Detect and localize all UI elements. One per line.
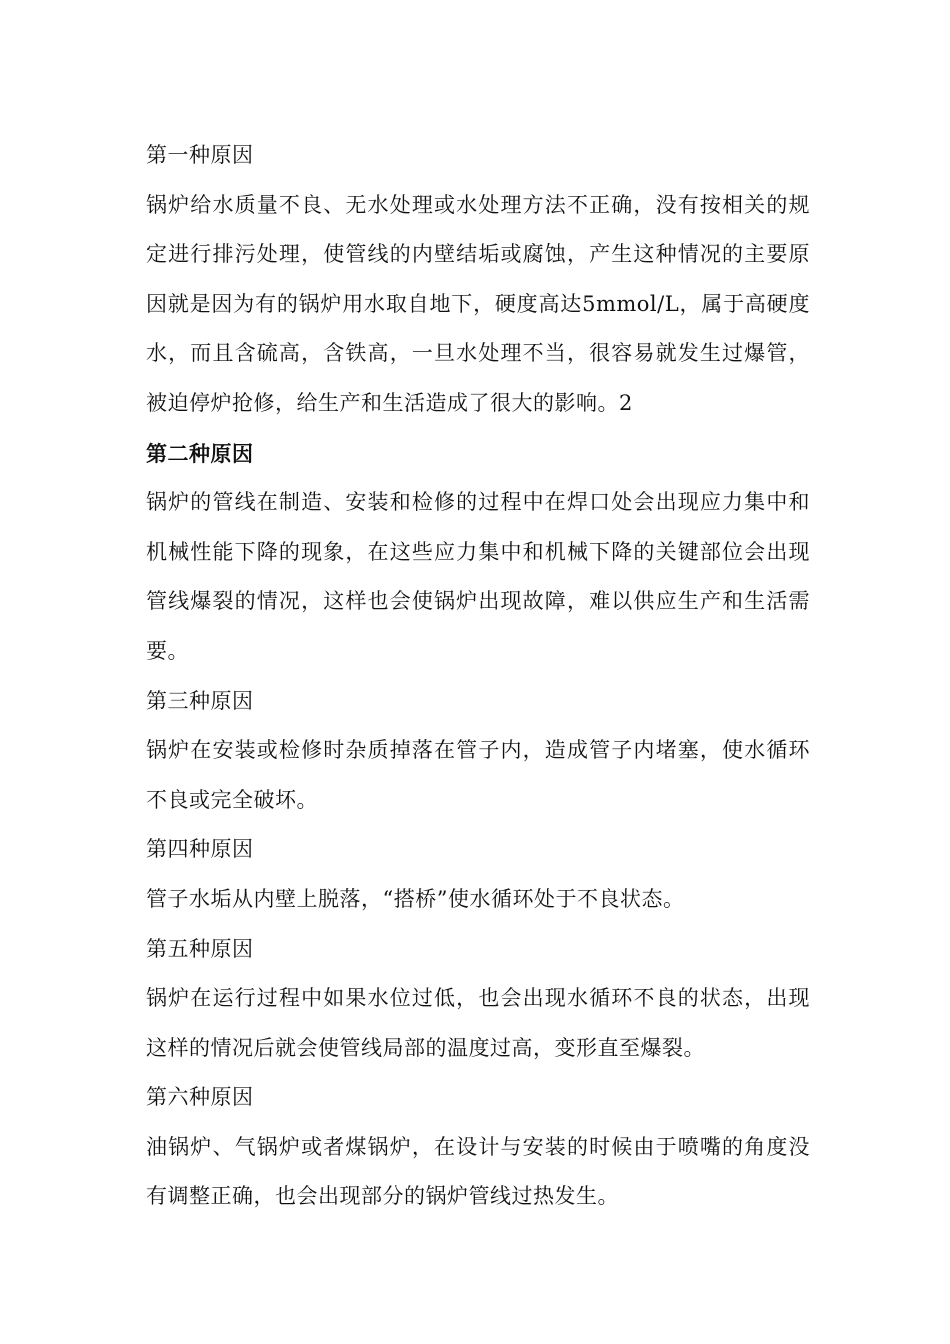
section-heading-4: 第四种原因 <box>146 837 254 862</box>
document-body <box>146 131 810 1222</box>
section-heading-6: 第六种原因 <box>146 1085 254 1110</box>
section-body-2: 锅炉的管线在制造、安装和检修的过程中在焊口处会出现应力集中和机械性能下降的现象，在这些应力集中和机械下降的关键部位会出现管线爆裂的情况，这样也会使锅炉出现故障，难以供应生产和生活需要。 <box>146 490 810 663</box>
section-heading-1: 第一种原因 <box>146 143 254 167</box>
section-heading-2: 第二种原因 <box>146 440 254 466</box>
section-body-5: 锅炉在运行过程中如果水位过低，也会出现水循环不良的状态，出现这样的情况后就会使管线局部的温度过高，变形直至爆裂。 <box>146 986 810 1060</box>
section-heading-5: 第五种原因 <box>146 936 254 961</box>
section-body-4: 管子水垢从内壁上脱落，“搭桥”使水循环处于不良状态。 <box>146 886 685 911</box>
section-body-3: 锅炉在安装或检修时杂质掉落在管子内，造成管子内堵塞，使水循环不良或完全破坏。 <box>146 738 810 812</box>
section-body-1: 锅炉给水质量不良、无水处理或水处理方法不正确，没有按相关的规定进行排污处理，使管线的内壁结垢或腐蚀，产生这种情况的主要原因就是因为有的锅炉用水取自地下，硬度高达5mmol/L，属于高硬度水，而且含硫高，含铁高，一旦水处理不当，很容易就发生过爆管，被迫停炉抢修，给生产和生活造成了很大的影响。2 <box>146 192 810 415</box>
section-body-6: 油锅炉、气锅炉或者煤锅炉，在设计与安装的时候由于喷嘴的角度没有调整正确，也会出现部分的锅炉管线过热发生。 <box>146 1134 810 1209</box>
section-heading-3: 第三种原因 <box>146 688 254 713</box>
